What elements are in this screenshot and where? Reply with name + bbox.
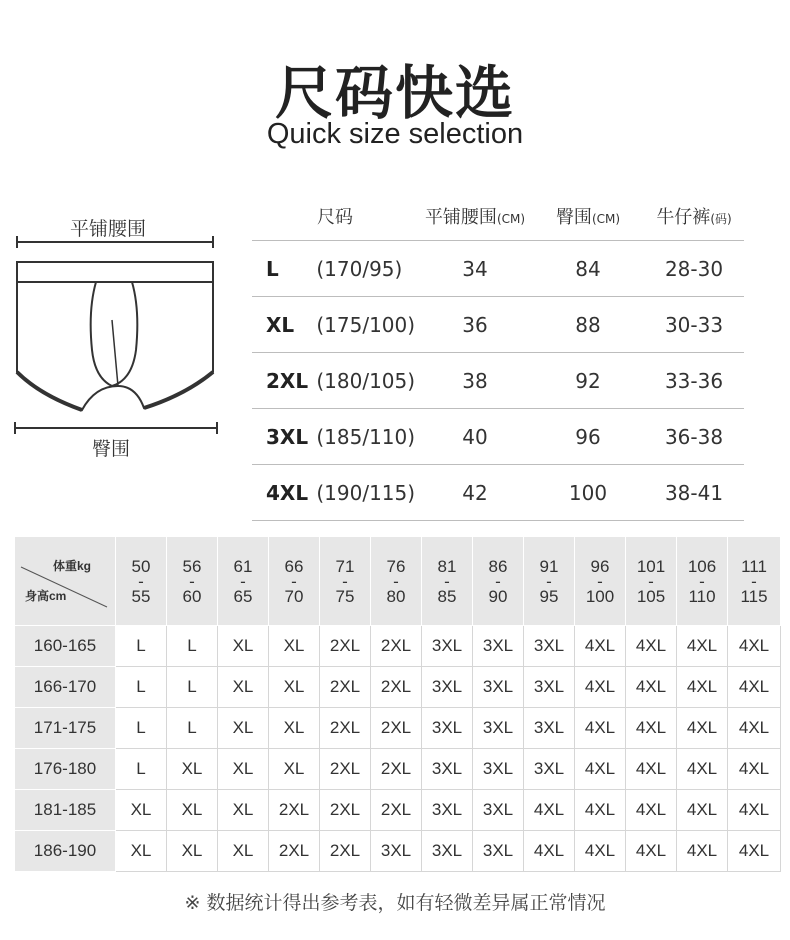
size-recommendation-cell: 4XL: [677, 708, 728, 749]
size-recommendation-cell: XL: [218, 667, 269, 708]
size-recommendation-cell: 2XL: [371, 626, 422, 667]
size-recommendation-cell: 4XL: [677, 626, 728, 667]
size-recommendation-cell: XL: [116, 790, 167, 831]
size-recommendation-cell: 3XL: [524, 749, 575, 790]
weight-range-header: 111 - 115: [728, 537, 781, 626]
height-range-cell: 166-170: [15, 667, 116, 708]
size-row: [252, 297, 744, 353]
weight-range-header: 96 - 100: [575, 537, 626, 626]
grid-corner: [15, 537, 116, 626]
size-recommendation-cell: L: [116, 708, 167, 749]
weight-range-header: 91 - 95: [524, 537, 575, 626]
size-recommendation-cell: 4XL: [575, 667, 626, 708]
size-recommendation-cell: 4XL: [677, 667, 728, 708]
weight-range-header: 50 - 55: [116, 537, 167, 626]
hip-cell: 88: [532, 297, 644, 353]
size-recommendation-cell: L: [167, 626, 218, 667]
hip-cell: 84: [532, 241, 644, 297]
waist-cell: 34: [418, 241, 532, 297]
size-recommendation-cell: 4XL: [728, 749, 781, 790]
size-recommendation-cell: 4XL: [575, 626, 626, 667]
size-grid: [14, 536, 781, 872]
size-recommendation-cell: XL: [218, 626, 269, 667]
size-recommendation-cell: 2XL: [371, 749, 422, 790]
weight-range-header: 71 - 75: [320, 537, 371, 626]
size-recommendation-cell: XL: [167, 790, 218, 831]
size-recommendation-cell: L: [167, 667, 218, 708]
size-recommendation-cell: 4XL: [728, 831, 781, 872]
size-recommendation-cell: XL: [269, 626, 320, 667]
jeans-cell: 38-41: [644, 465, 744, 521]
size-recommendation-cell: 4XL: [677, 831, 728, 872]
size-recommendation-cell: 4XL: [728, 667, 781, 708]
size-cell: 4XL (190/115): [252, 465, 418, 521]
size-recommendation-cell: 4XL: [575, 831, 626, 872]
height-range-cell: 186-190: [15, 831, 116, 872]
grid-header-row: [15, 537, 781, 626]
size-cell: 3XL (185/110): [252, 409, 418, 465]
hip-cell: 92: [532, 353, 644, 409]
size-recommendation-cell: 2XL: [320, 831, 371, 872]
size-recommendation-cell: XL: [167, 831, 218, 872]
size-recommendation-cell: L: [167, 708, 218, 749]
height-range-cell: 171-175: [15, 708, 116, 749]
size-recommendation-cell: 3XL: [473, 749, 524, 790]
hip-cell: 100: [532, 465, 644, 521]
size-recommendation-cell: 2XL: [320, 749, 371, 790]
size-recommendation-cell: 4XL: [728, 790, 781, 831]
size-cell: 2XL (180/105): [252, 353, 418, 409]
size-recommendation-cell: 2XL: [371, 790, 422, 831]
size-recommendation-cell: 2XL: [371, 667, 422, 708]
size-recommendation-cell: 3XL: [473, 708, 524, 749]
jeans-cell: 36-38: [644, 409, 744, 465]
size-row: [252, 241, 744, 297]
grid-row: [15, 626, 781, 667]
size-recommendation-cell: 3XL: [422, 667, 473, 708]
size-recommendation-cell: 2XL: [371, 708, 422, 749]
weight-range-header: 101 - 105: [626, 537, 677, 626]
size-recommendation-cell: 3XL: [473, 667, 524, 708]
grid-row: [15, 749, 781, 790]
size-cell: XL (175/100): [252, 297, 418, 353]
size-recommendation-cell: 2XL: [269, 831, 320, 872]
size-recommendation-cell: 4XL: [626, 749, 677, 790]
size-recommendation-cell: XL: [218, 708, 269, 749]
thigh-label: 臀围: [92, 438, 131, 460]
size-recommendation-cell: 4XL: [626, 708, 677, 749]
size-recommendation-cell: XL: [218, 749, 269, 790]
grid-row: [15, 708, 781, 749]
waist-cell: 38: [418, 353, 532, 409]
col-hip: 臀围(CM): [555, 207, 621, 228]
size-table: [252, 192, 744, 521]
grid-row: [15, 790, 781, 831]
weight-range-header: 106 - 110: [677, 537, 728, 626]
size-row: [252, 353, 744, 409]
size-recommendation-cell: 4XL: [728, 708, 781, 749]
size-recommendation-cell: L: [116, 749, 167, 790]
size-recommendation-cell: 4XL: [626, 626, 677, 667]
col-waist: 平铺腰围(CM): [424, 207, 526, 228]
size-recommendation-cell: 4XL: [524, 790, 575, 831]
size-recommendation-cell: L: [116, 667, 167, 708]
size-recommendation-cell: 3XL: [524, 667, 575, 708]
size-recommendation-cell: XL: [269, 749, 320, 790]
weight-range-header: 66 - 70: [269, 537, 320, 626]
size-recommendation-cell: 4XL: [677, 790, 728, 831]
size-recommendation-cell: 3XL: [371, 831, 422, 872]
size-recommendation-cell: XL: [116, 831, 167, 872]
col-jeans: 牛仔裤(码): [656, 207, 732, 228]
size-recommendation-cell: XL: [218, 790, 269, 831]
col-size: 尺码: [317, 207, 353, 228]
weight-range-header: 81 - 85: [422, 537, 473, 626]
jeans-cell: 28-30: [644, 241, 744, 297]
grid-row: [15, 831, 781, 872]
size-recommendation-cell: 3XL: [422, 831, 473, 872]
height-range-cell: 176-180: [15, 749, 116, 790]
height-range-cell: 160-165: [15, 626, 116, 667]
weight-range-header: 56 - 60: [167, 537, 218, 626]
size-table-header: [252, 192, 744, 241]
footnote: ※ 数据统计得出参考表，如有轻微差异属正常情况: [184, 892, 606, 914]
page-subtitle: Quick size selection: [266, 118, 524, 150]
weight-range-header: 86 - 90: [473, 537, 524, 626]
size-cell: L (170/95): [252, 241, 418, 297]
size-recommendation-cell: 3XL: [473, 831, 524, 872]
size-recommendation-cell: 4XL: [728, 626, 781, 667]
size-recommendation-cell: 2XL: [320, 626, 371, 667]
size-recommendation-cell: 3XL: [422, 626, 473, 667]
jeans-cell: 30-33: [644, 297, 744, 353]
weight-axis-label: 体重kg: [53, 559, 92, 573]
size-row: [252, 409, 744, 465]
grid-row: [15, 667, 781, 708]
waist-cell: 40: [418, 409, 532, 465]
hip-cell: 96: [532, 409, 644, 465]
size-recommendation-cell: 3XL: [524, 626, 575, 667]
jeans-cell: 33-36: [644, 353, 744, 409]
size-recommendation-cell: 3XL: [473, 626, 524, 667]
size-recommendation-cell: L: [116, 626, 167, 667]
weight-range-header: 61 - 65: [218, 537, 269, 626]
size-recommendation-cell: 3XL: [422, 708, 473, 749]
height-axis-label: 身高cm: [25, 589, 67, 603]
size-recommendation-cell: 4XL: [575, 749, 626, 790]
size-recommendation-cell: 4XL: [626, 831, 677, 872]
size-recommendation-cell: XL: [167, 749, 218, 790]
size-recommendation-cell: 3XL: [422, 790, 473, 831]
page-title: 尺码快选: [274, 59, 515, 127]
size-row: [252, 465, 744, 521]
size-recommendation-cell: 4XL: [575, 790, 626, 831]
waist-label: 平铺腰围: [70, 218, 147, 240]
waist-cell: 42: [418, 465, 532, 521]
size-recommendation-cell: 4XL: [626, 667, 677, 708]
weight-range-header: 76 - 80: [371, 537, 422, 626]
size-recommendation-cell: 3XL: [473, 790, 524, 831]
size-recommendation-cell: 2XL: [320, 667, 371, 708]
size-recommendation-cell: 4XL: [575, 708, 626, 749]
size-recommendation-cell: XL: [218, 831, 269, 872]
size-recommendation-cell: XL: [269, 708, 320, 749]
size-recommendation-cell: 4XL: [524, 831, 575, 872]
size-recommendation-cell: 3XL: [422, 749, 473, 790]
size-recommendation-cell: 2XL: [269, 790, 320, 831]
size-recommendation-cell: XL: [269, 667, 320, 708]
height-range-cell: 181-185: [15, 790, 116, 831]
size-recommendation-cell: 2XL: [320, 708, 371, 749]
size-recommendation-cell: 4XL: [626, 790, 677, 831]
waist-cell: 36: [418, 297, 532, 353]
size-recommendation-cell: 3XL: [524, 708, 575, 749]
size-recommendation-cell: 4XL: [677, 749, 728, 790]
size-recommendation-cell: 2XL: [320, 790, 371, 831]
